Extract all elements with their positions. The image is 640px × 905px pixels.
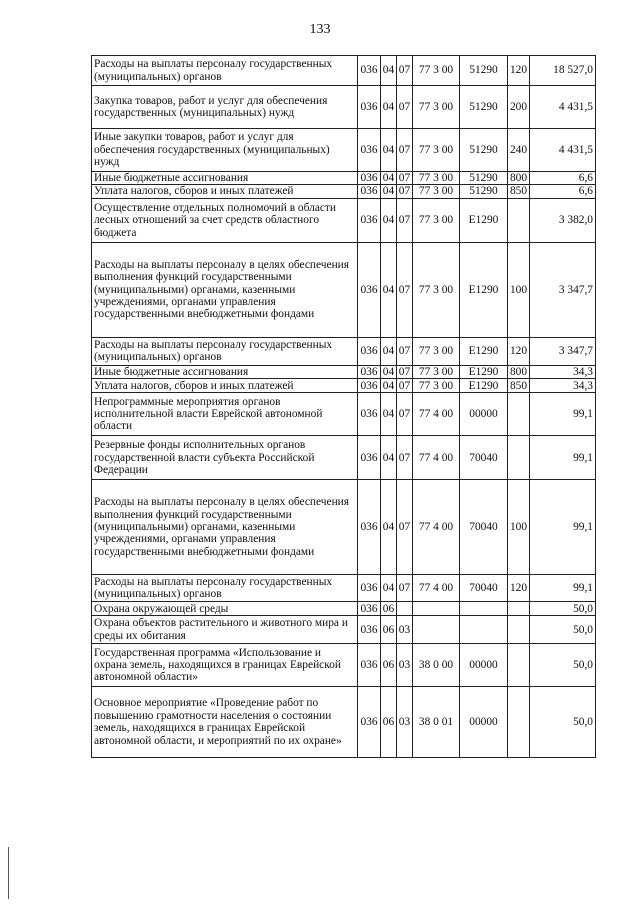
row-vr-code: 850 [508,379,530,393]
row-rz-code: 06 [381,644,397,687]
row-amount: 3 382,0 [530,198,596,242]
row-vr-code: 850 [508,185,530,198]
row-amount: 99,1 [530,575,596,602]
row-direction-code: 70040 [460,575,508,602]
row-name-cell: Иные бюджетные ассигнования [92,172,358,185]
row-pr-code: 07 [397,365,413,378]
row-gr-code: 036 [358,86,381,129]
row-vr-code [508,616,530,644]
row-name-cell: Государственная программа «Использование и охрана земель, находящихся в границах Еврейской автономной области» [92,644,358,687]
row-amount: 50,0 [530,616,596,644]
row-pr-code: 07 [397,242,413,337]
row-direction-code: 00000 [460,393,508,436]
row-name-cell: Охрана окружающей среды [92,602,358,616]
table-row [92,172,596,185]
row-rz-code: 04 [381,86,397,129]
row-program-code: 77 3 00 [413,242,460,337]
row-gr-code: 036 [358,198,381,242]
row-name-cell: Осуществление отдельных полномочий в области лесных отношений за счет средств областного бюджета [92,198,358,242]
row-program-code [413,602,460,616]
row-gr-code: 036 [358,616,381,644]
row-direction-code: 00000 [460,687,508,758]
row-pr-code: 03 [397,687,413,758]
row-program-code: 77 3 00 [413,379,460,393]
row-amount: 50,0 [530,687,596,758]
row-amount: 3 347,7 [530,242,596,337]
row-amount: 34,3 [530,379,596,393]
table-row [92,242,596,337]
row-direction-code: 70040 [460,436,508,480]
row-gr-code: 036 [358,337,381,365]
row-rz-code: 04 [381,56,397,86]
row-rz-code: 06 [381,687,397,758]
row-gr-code: 036 [358,365,381,378]
row-pr-code: 03 [397,616,413,644]
row-vr-code: 800 [508,365,530,378]
table-row [92,185,596,198]
row-vr-code [508,198,530,242]
row-pr-code: 07 [397,86,413,129]
table-row [92,337,596,365]
row-program-code: 38 0 00 [413,644,460,687]
row-vr-code: 120 [508,56,530,86]
row-rz-code: 04 [381,365,397,378]
row-amount: 3 347,7 [530,337,596,365]
table-row [92,480,596,575]
row-vr-code: 100 [508,242,530,337]
row-direction-code: 51290 [460,56,508,86]
row-vr-code: 200 [508,86,530,129]
row-name-cell: Расходы на выплаты персоналу в целях обеспечения выполнения функций государственными (муниципальными) органами, казенными учреждениями, органами управления государственными внебюджетными фондами [92,242,358,337]
row-gr-code: 036 [358,129,381,172]
row-direction-code: E1290 [460,198,508,242]
row-rz-code: 04 [381,393,397,436]
row-name-cell: Непрограммные мероприятия органов исполнительной власти Еврейской автономной области [92,393,358,436]
row-program-code: 77 4 00 [413,480,460,575]
row-pr-code [397,602,413,616]
row-direction-code: 51290 [460,129,508,172]
row-program-code: 77 3 00 [413,56,460,86]
row-program-code: 77 3 00 [413,365,460,378]
row-program-code: 77 4 00 [413,436,460,480]
row-amount: 4 431,5 [530,129,596,172]
row-rz-code: 04 [381,185,397,198]
row-rz-code: 04 [381,379,397,393]
row-gr-code: 036 [358,480,381,575]
row-vr-code: 120 [508,337,530,365]
row-amount: 6,6 [530,185,596,198]
row-gr-code: 036 [358,575,381,602]
row-name-cell: Уплата налогов, сборов и иных платежей [92,185,358,198]
row-pr-code: 07 [397,129,413,172]
row-vr-code [508,602,530,616]
row-pr-code: 03 [397,644,413,687]
row-rz-code: 04 [381,480,397,575]
row-vr-code [508,687,530,758]
row-gr-code: 036 [358,602,381,616]
row-name-cell: Расходы на выплаты персоналу государственных (муниципальных) органов [92,56,358,86]
row-amount: 34,3 [530,365,596,378]
row-vr-code: 100 [508,480,530,575]
budget-table [91,55,596,758]
row-direction-code: 00000 [460,644,508,687]
row-name-cell: Расходы на выплаты персоналу в целях обеспечения выполнения функций государственными (муниципальными) органами, казенными учреждениями, органами управления государственными внебюджетными фондами [92,480,358,575]
table-row [92,86,596,129]
row-gr-code: 036 [358,687,381,758]
table-row [92,129,596,172]
row-amount: 4 431,5 [530,86,596,129]
row-program-code: 77 3 00 [413,86,460,129]
row-gr-code: 036 [358,172,381,185]
row-rz-code: 04 [381,575,397,602]
row-gr-code: 036 [358,644,381,687]
row-direction-code: E1290 [460,337,508,365]
row-name-cell: Расходы на выплаты персоналу государственных (муниципальных) органов [92,337,358,365]
row-rz-code: 04 [381,242,397,337]
table-row [92,687,596,758]
row-direction-code: 51290 [460,172,508,185]
table-row [92,644,596,687]
row-program-code: 38 0 01 [413,687,460,758]
row-vr-code: 120 [508,575,530,602]
row-rz-code: 06 [381,602,397,616]
table-row [92,198,596,242]
row-pr-code: 07 [397,480,413,575]
table-row [92,575,596,602]
row-program-code: 77 3 00 [413,198,460,242]
row-direction-code [460,616,508,644]
row-program-code [413,616,460,644]
table-row [92,436,596,480]
margin-line [8,847,9,899]
row-gr-code: 036 [358,242,381,337]
row-name-cell: Иные закупки товаров, работ и услуг для обеспечения государственных (муниципальных) нужд [92,129,358,172]
row-program-code: 77 3 00 [413,172,460,185]
row-name-cell: Расходы на выплаты персоналу государственных (муниципальных) органов [92,575,358,602]
row-vr-code [508,436,530,480]
row-amount: 6,6 [530,172,596,185]
row-rz-code: 06 [381,616,397,644]
table-row [92,616,596,644]
row-direction-code: E1290 [460,242,508,337]
row-direction-code: 51290 [460,86,508,129]
row-amount: 99,1 [530,480,596,575]
row-gr-code: 036 [358,436,381,480]
row-gr-code: 036 [358,393,381,436]
row-rz-code: 04 [381,436,397,480]
row-pr-code: 07 [397,393,413,436]
row-vr-code: 800 [508,172,530,185]
row-vr-code [508,393,530,436]
table-row [92,365,596,378]
table-row [92,393,596,436]
row-pr-code: 07 [397,56,413,86]
row-name-cell: Закупка товаров, работ и услуг для обеспечения государственных (муниципальных) нужд [92,86,358,129]
row-direction-code [460,602,508,616]
row-name-cell: Основное мероприятие «Проведение работ по повышению грамотности населения о состоянии земель, находящихся в границах Еврейской автономной области, и мероприятий по их охране» [92,687,358,758]
row-direction-code: 51290 [460,185,508,198]
row-name-cell: Иные бюджетные ассигнования [92,365,358,378]
row-program-code: 77 3 00 [413,129,460,172]
row-amount: 50,0 [530,602,596,616]
row-name-cell: Уплата налогов, сборов и иных платежей [92,379,358,393]
row-gr-code: 036 [358,185,381,198]
row-program-code: 77 4 00 [413,575,460,602]
row-rz-code: 04 [381,129,397,172]
row-pr-code: 07 [397,337,413,365]
row-direction-code: E1290 [460,365,508,378]
row-amount: 99,1 [530,393,596,436]
row-amount: 18 527,0 [530,56,596,86]
row-amount: 99,1 [530,436,596,480]
row-program-code: 77 3 00 [413,185,460,198]
row-direction-code: 70040 [460,480,508,575]
row-pr-code: 07 [397,575,413,602]
row-name-cell: Охрана объектов растительного и животного мира и среды их обитания [92,616,358,644]
row-rz-code: 04 [381,337,397,365]
row-name-cell: Резервные фонды исполнительных органов государственной власти субъекта Российской Федерации [92,436,358,480]
row-program-code: 77 4 00 [413,393,460,436]
row-rz-code: 04 [381,172,397,185]
row-amount: 50,0 [530,644,596,687]
row-gr-code: 036 [358,56,381,86]
table-row [92,56,596,86]
row-pr-code: 07 [397,436,413,480]
page-number: 133 [309,22,331,37]
row-rz-code: 04 [381,198,397,242]
row-direction-code: E1290 [460,379,508,393]
table-row [92,379,596,393]
table-row [92,602,596,616]
row-pr-code: 07 [397,198,413,242]
row-pr-code: 07 [397,185,413,198]
row-program-code: 77 3 00 [413,337,460,365]
row-pr-code: 07 [397,172,413,185]
row-gr-code: 036 [358,379,381,393]
row-pr-code: 07 [397,379,413,393]
row-vr-code: 240 [508,129,530,172]
row-vr-code [508,644,530,687]
budget-table-body [92,56,596,758]
